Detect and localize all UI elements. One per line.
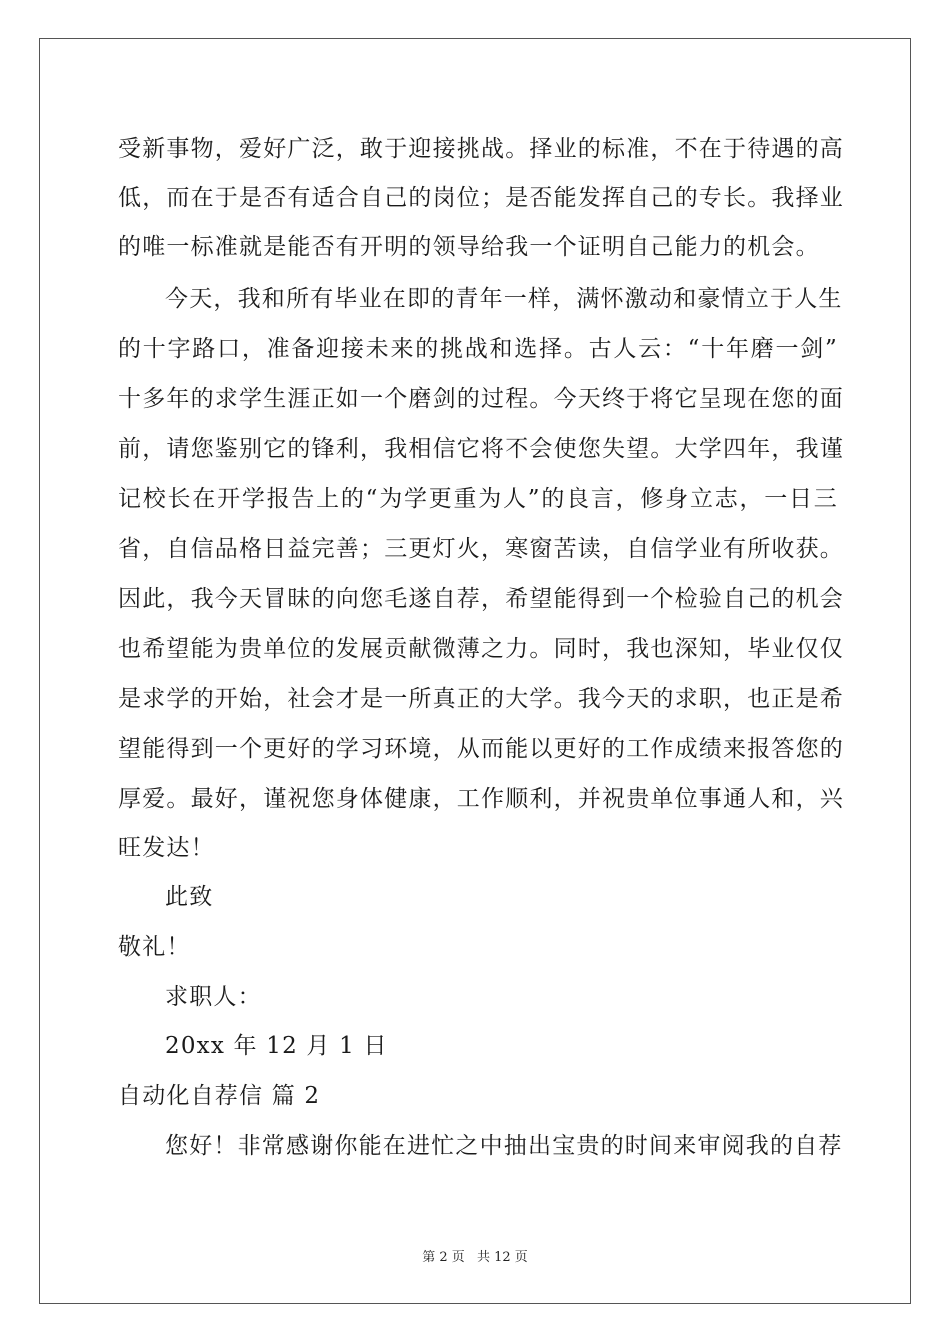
text-line: 的唯一标准就是能否有开明的领导给我一个证明自己能力的机会。: [118, 234, 820, 260]
text-line: 低，而在于是否有适合自己的岗位；是否能发挥自己的专长。我择业: [118, 185, 844, 211]
text-line: 因此，我今天冒昧的向您毛遂自荐，希望能得到一个检验自己的机会: [118, 586, 844, 612]
page-footer: [0, 1246, 950, 1265]
text-line: 的十字路口，准备迎接未来的挑战和选择。古人云：“十年磨一剑”: [118, 336, 838, 362]
closing-salutation: 此致: [165, 884, 214, 910]
text-line: 省，自信品格日益完善；三更灯火，寒窗苦读，自信学业有所收获。: [118, 536, 844, 562]
text-line: 也希望能为贵单位的发展贡献微薄之力。同时，我也深知，毕业仅仅: [118, 636, 844, 662]
text-line: 是求学的开始，社会才是一所真正的大学。我今天的求职，也正是希: [118, 686, 844, 712]
page-border: [39, 38, 911, 1304]
paragraph-start-line: 您好！非常感谢你能在进忙之中抽出宝贵的时间来审阅我的自荐: [165, 1133, 843, 1159]
text-line: 前，请您鉴别它的锋利，我相信它将不会使您失望。大学四年，我谨: [118, 436, 844, 462]
letter-date: 20xx 年 12 月 1 日: [165, 1033, 388, 1059]
text-line: 旺发达！: [118, 835, 215, 861]
page-total: 共 12 页: [476, 1250, 528, 1265]
text-line: 十多年的求学生涯正如一个磨剑的过程。今天终于将它呈现在您的面: [118, 386, 844, 412]
section-heading: 自动化自荐信 篇 2: [118, 1083, 321, 1109]
closing-regards: 敬礼！: [118, 934, 191, 960]
text-line: 望能得到一个更好的学习环境，从而能以更好的工作成绩来报答您的: [118, 736, 844, 762]
applicant-signature-label: 求职人：: [165, 984, 262, 1010]
text-line: 厚爱。最好，谨祝您身体健康，工作顺利，并祝贵单位事通人和，兴: [118, 786, 844, 812]
text-line: 受新事物，爱好广泛，敢于迎接挑战。择业的标准，不在于待遇的高: [118, 136, 844, 162]
paragraph-start-line: 今天，我和所有毕业在即的青年一样，满怀激动和豪情立于人生: [165, 286, 843, 312]
text-line: 记校长在开学报告上的“为学更重为人”的良言，修身立志，一日三: [118, 486, 838, 512]
page-number: 第 2 页: [422, 1250, 465, 1265]
